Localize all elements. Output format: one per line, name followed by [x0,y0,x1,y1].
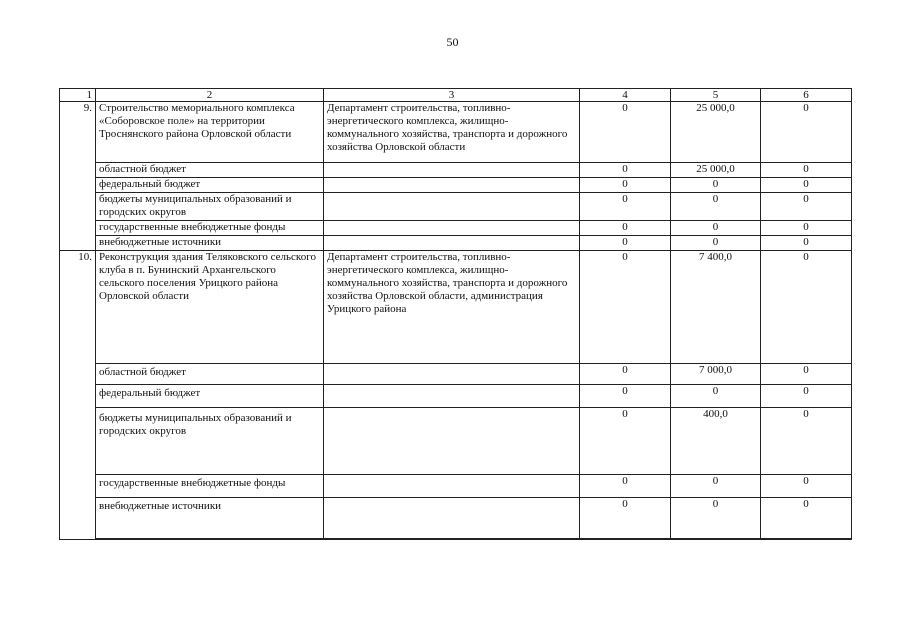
source-value-c6: 0 [761,408,852,475]
source-label: федеральный бюджет [96,178,324,193]
source-label: государственные внебюджетные фонды [96,221,324,236]
source-value-c6: 0 [761,236,852,251]
source-executor [324,163,580,178]
source-value-c5: 400,0 [671,408,761,475]
source-value-c6: 0 [761,221,852,236]
source-value-c5: 0 [671,475,761,498]
item-value-c5: 25 000,0 [671,102,761,163]
source-value-c5: 0 [671,236,761,251]
source-value-c6: 0 [761,364,852,385]
header-cell: 1 [60,89,96,102]
header-row [60,89,852,102]
source-executor [324,221,580,236]
source-label: областной бюджет [96,163,324,178]
item-value-c6: 0 [761,102,852,163]
source-value-c5: 0 [671,385,761,408]
source-value-c4: 0 [580,221,671,236]
item-value-c5: 7 400,0 [671,251,761,364]
source-row [60,498,852,540]
source-executor [324,193,580,221]
source-row [60,236,852,251]
item-value-c4: 0 [580,251,671,364]
source-value-c6: 0 [761,475,852,498]
item-value-c4: 0 [580,102,671,163]
source-value-c4: 0 [580,385,671,408]
header-cell: 5 [671,89,761,102]
source-value-c4: 0 [580,364,671,385]
header-cell: 2 [96,89,324,102]
source-label: внебюджетные источники [96,236,324,251]
source-executor [324,178,580,193]
source-value-c5: 0 [671,178,761,193]
source-value-c4: 0 [580,498,671,540]
source-label: бюджеты муниципальных образований и городских округов [96,408,324,475]
source-row [60,163,852,178]
source-value-c5: 25 000,0 [671,163,761,178]
source-value-c4: 0 [580,193,671,221]
source-label: федеральный бюджет [96,385,324,408]
item-number: 9. [60,102,96,251]
page-number: 50 [446,35,459,49]
source-row [60,193,852,221]
item-number: 10. [60,251,96,540]
source-value-c6: 0 [761,193,852,221]
source-value-c6: 0 [761,163,852,178]
source-value-c4: 0 [580,475,671,498]
header-cell: 3 [324,89,580,102]
source-label: государственные внебюджетные фонды [96,475,324,498]
source-value-c4: 0 [580,163,671,178]
header-cell: 4 [580,89,671,102]
item-executor: Департамент строительства, топливно-энергетического комплекса, жилищно-коммунального хозяйства, транспорта и дорожного хозяйства Орловской области, администрация Урицкого района [324,251,580,364]
source-executor [324,364,580,385]
item-value-c6: 0 [761,251,852,364]
source-executor [324,408,580,475]
item-name: Реконструкция здания Теляковского сельского клуба в п. Бунинский Архангельского сельского поселения Урицкого района Орловской области [96,251,324,364]
source-value-c6: 0 [761,385,852,408]
source-label: внебюджетные источники [96,498,324,540]
source-value-c4: 0 [580,408,671,475]
source-row [60,408,852,475]
source-value-c6: 0 [761,178,852,193]
source-label: бюджеты муниципальных образований и городских округов [96,193,324,221]
item-name: Строительство мемориального комплекса «Соборовское поле» на территории Троснянского района Орловской области [96,102,324,163]
source-label: областной бюджет [96,364,324,385]
source-value-c4: 0 [580,178,671,193]
program-table [59,88,852,540]
source-row [60,364,852,385]
source-value-c5: 7 000,0 [671,364,761,385]
source-value-c5: 0 [671,221,761,236]
source-executor [324,475,580,498]
source-row [60,221,852,236]
item-executor: Департамент строительства, топливно-энергетического комплекса, жилищно-коммунального хозяйства, транспорта и дорожного хозяйства Орловской области [324,102,580,163]
item-row [60,102,852,163]
source-executor [324,236,580,251]
source-row [60,475,852,498]
source-value-c5: 0 [671,498,761,540]
source-value-c4: 0 [580,236,671,251]
header-cell: 6 [761,89,852,102]
source-executor [324,385,580,408]
source-value-c5: 0 [671,193,761,221]
source-row [60,385,852,408]
source-row [60,178,852,193]
source-executor [324,498,580,540]
item-row [60,251,852,364]
source-value-c6: 0 [761,498,852,540]
